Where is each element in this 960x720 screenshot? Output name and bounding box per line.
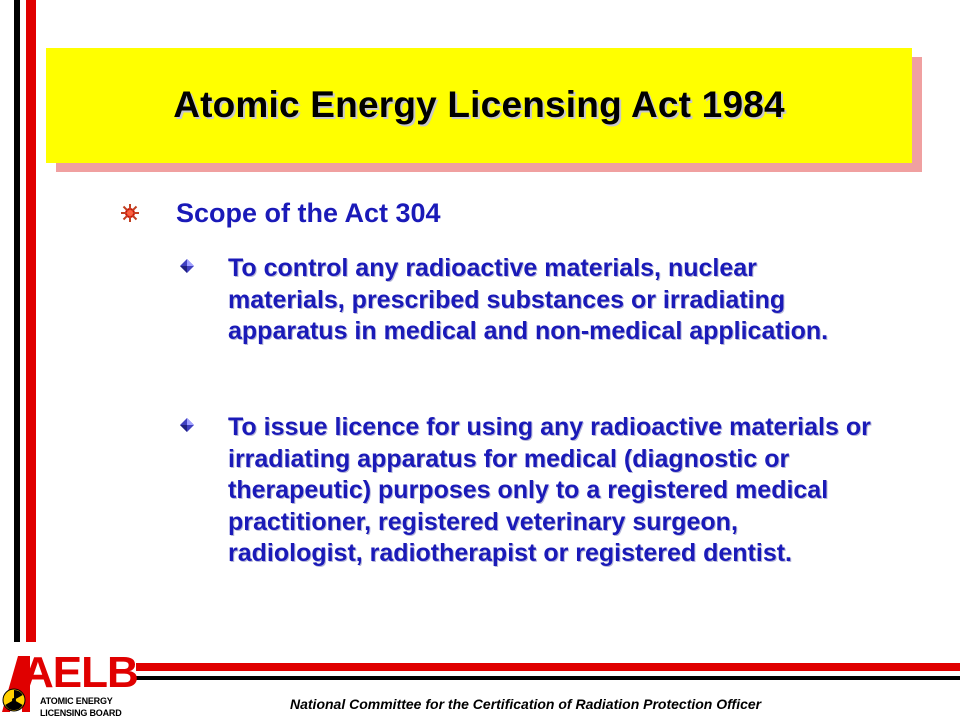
bottom-black-bar [136,676,960,680]
bottom-red-bar [136,663,960,671]
left-black-bar [14,0,20,642]
list-item-text: To control any radioactive materials, nuclear materials, prescribed substances or irradiating apparatus in medical and non-medical application. [228,254,829,345]
list-item [180,253,880,383]
left-red-bar [26,0,36,642]
title-box [46,48,912,163]
logo-line-1: ATOMIC ENERGY [40,696,113,706]
scope-heading: Scope of the Act 304 [176,198,441,228]
logo-line-2: LICENSING BOARD [40,708,122,718]
diamond-bullet-icon [180,418,194,432]
starburst-bullet-icon [120,203,140,223]
list-item [180,412,880,637]
aelb-logo [0,648,138,720]
slide-title: Atomic Energy Licensing Act 1984 [173,84,785,125]
list-item-text: To issue licence for using any radioactive materials or irradiating apparatus for medical (diagnostic or therapeutic) purposes only to a registered medical practitioner, registered veterinary surgeon, radiologist, radiotherapist or registered dentist. [228,413,871,567]
logo-acronym: AELB [22,648,138,697]
footer-text: National Committee for the Certification of Radiation Protection Officer [290,696,762,712]
diamond-bullet-icon [180,259,194,273]
